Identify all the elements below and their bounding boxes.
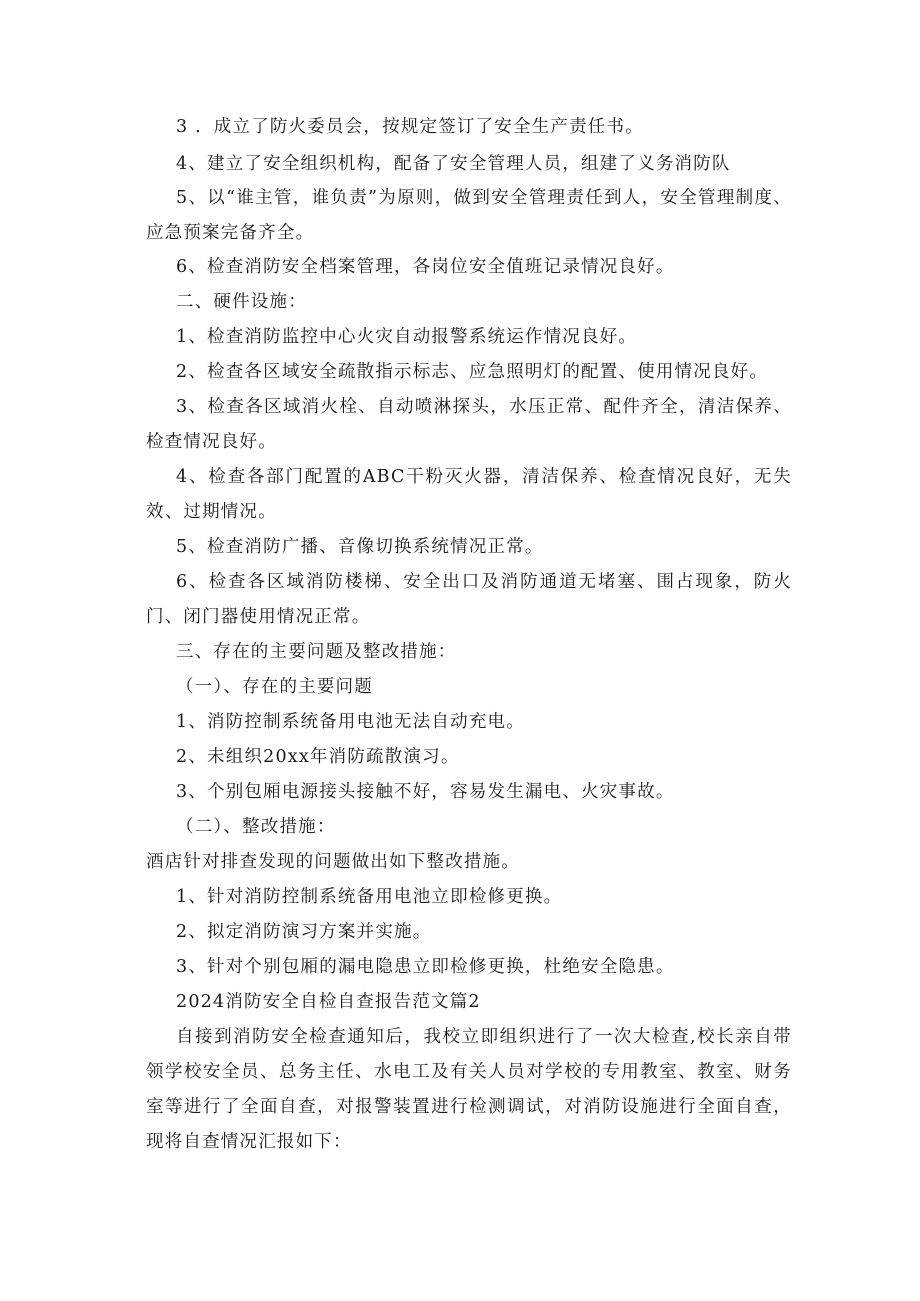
paragraph-item-4: 4、建立了安全组织机构，配备了安全管理人员，组建了义务消防队 xyxy=(176,154,731,174)
paragraph-item-5: 5、以“谁主管，谁负责”为原则，做到安全管理责任到人，安全管理制度、应急预案完备齐全。 xyxy=(146,188,792,243)
hardware-item-5: 5、检查消防广播、音像切换系统情况正常。 xyxy=(176,537,544,557)
subheading-measures: （二）、整改措施： xyxy=(176,817,336,837)
hardware-item-4: 4、检查各部门配置的ABC干粉灭火器，清洁保养、检查情况良好，无失效、过期情况。 xyxy=(146,467,792,522)
hardware-item-2: 2、检查各区域安全疏散指示标志、应急照明灯的配置、使用情况良好。 xyxy=(176,362,769,382)
hardware-item-3: 3、检查各区域消火栓、自动喷淋探头，水压正常、配件齐全，清洁保养、检查情况良好。 xyxy=(146,397,792,452)
measure-item-2: 2、拟定消防演习方案并实施。 xyxy=(176,922,432,942)
article-title: 2024消防安全自检自查报告范文篇2 xyxy=(176,992,481,1012)
measure-item-3: 3、针对个别包厢的漏电隐患立即检修更换，杜绝安全隐患。 xyxy=(176,957,675,977)
measures-intro: 酒店针对排查发现的问题做出如下整改措施。 xyxy=(146,852,520,872)
subheading-main-problems: （一）、存在的主要问题 xyxy=(176,677,373,697)
hardware-item-1: 1、检查消防监控中心火灾自动报警系统运作情况良好。 xyxy=(176,327,638,347)
problem-item-2: 2、未组织20xx年消防疏散演习。 xyxy=(176,747,460,767)
paragraph-item-6: 6、检查消防安全档案管理，各岗位安全值班记录情况良好。 xyxy=(176,257,675,277)
hardware-item-6: 6、检查各区域消防楼梯、安全出口及消防通道无堵塞、围占现象，防火门、闭门器使用情况正常。 xyxy=(146,572,792,627)
problem-item-3: 3、个别包厢电源接头接触不好，容易发生漏电、火灾事故。 xyxy=(176,782,675,802)
measure-item-1: 1、针对消防控制系统备用电池立即检修更换。 xyxy=(176,887,563,907)
article-intro-paragraph: 自接到消防安全检查通知后，我校立即组织进行了一次大检查,校长亲自带领学校安全员、总务主任、水电工及有关人员对学校的专用教室、教室、财务室等进行了全面自查，对报警装置进行检测调试，对消防设施进行全面自查，现将自查情况汇报如下： xyxy=(146,1027,792,1152)
section-heading-problems: 三、存在的主要问题及整改措施： xyxy=(176,642,457,662)
problem-item-1: 1、消防控制系统备用电池无法自动充电。 xyxy=(176,712,525,732)
section-heading-hardware: 二、硬件设施： xyxy=(176,292,307,312)
paragraph-item-3: 3 ．成立了防火委员会，按规定签订了安全生产责任书。 xyxy=(176,117,644,137)
